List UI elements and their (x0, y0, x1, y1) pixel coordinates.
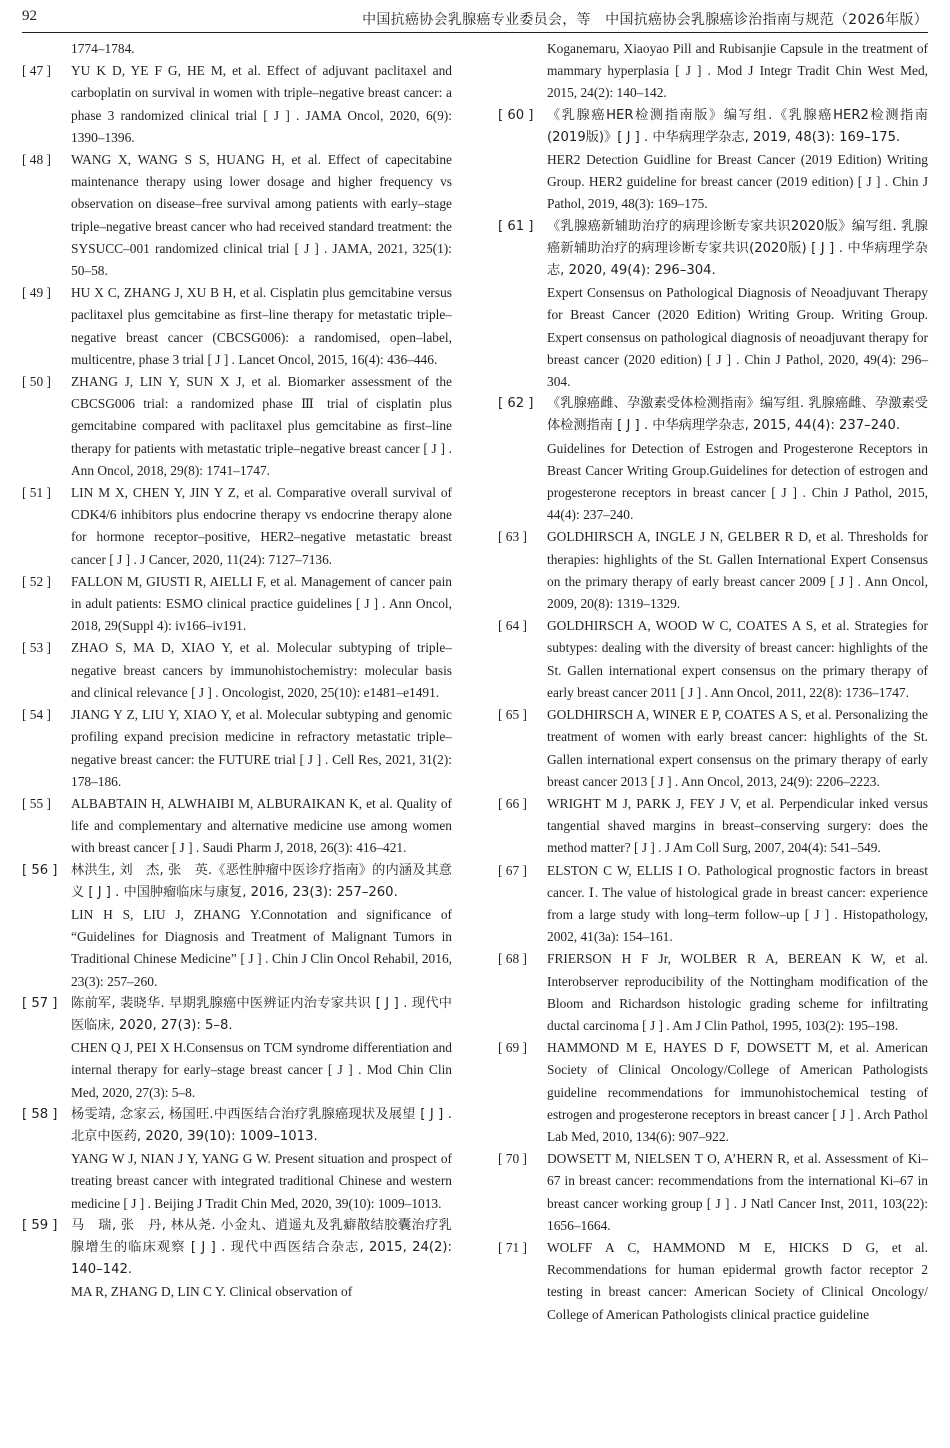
reference-number: [ 52 ] (22, 573, 52, 589)
reference-number: [ 70 ] (498, 1151, 528, 1167)
reference-entry (498, 1148, 928, 1237)
reference-number: [ 66 ] (498, 795, 528, 811)
reference-text: 《乳腺癌雌、孕激素受体检测指南》编写组. 乳腺癌雌、孕激素受体检测指南 [ J ] . 中华病理学杂志, 2015, 44(4): 237–240. (547, 396, 928, 434)
reference-entry (22, 993, 452, 1037)
reference-text: ZHANG J, LIN Y, SUN X J, et al. Biomarker assessment of the CBCSG006 trial: a randomized phase Ⅲ trial of cisplatin plus gemcitabine compared with paclitaxel plus gemcitabine as first–line therapy for patients with metastatic triple–negative breast cancer [ J ] . Ann Oncol, 2018, 29(8): 1741–1747. (71, 374, 452, 478)
reference-text: 杨雯靖, 念家云, 杨国旺.中西医结合治疗乳腺癌现状及展望 [ J ] . 北京中医药, 2020, 39(10): 1009–1013. (71, 1106, 452, 1144)
reference-number: [ 68 ] (498, 951, 528, 967)
reference-text: Guidelines for Detection of Estrogen and Progesterone Receptors in Breast Cancer Writing Group.Guidelines for detection of estrogen and progesterone receptors in breast cancer [ J ] . Chin J Pathol, 2015, 44(4): 237–240. (547, 440, 928, 523)
reference-text: 马 瑞, 张 丹, 林从尧. 小金丸、逍遥丸及乳癖散结胶囊治疗乳腺增生的临床观察 [ J ] . 现代中西医结合杂志, 2015, 24(2): 140–142. (71, 1217, 452, 1278)
reference-continuation (22, 904, 452, 993)
reference-number: [ 58 ] (22, 1106, 58, 1122)
reference-text: 《乳腺癌新辅助治疗的病理诊断专家共识2020版》编写组. 乳腺癌新辅助治疗的病理诊断专家共识(2020版) [ J ] . 中华病理学杂志, 2020, 49(4): 296–304. (547, 218, 928, 279)
reference-entry (22, 793, 452, 860)
reference-number: [ 69 ] (498, 1040, 528, 1056)
reference-entry (22, 571, 452, 638)
reference-text: WRIGHT M J, PARK J, FEY J V, et al. Perpendicular inked versus tangential shaved margins in breast–conserving surgery: does the method matter? [ J ] . J Am Coll Surg, 2007, 204(4): 541–549. (547, 795, 928, 856)
reference-continuation (22, 1148, 452, 1215)
reference-entry (498, 526, 928, 615)
reference-number: [ 50 ] (22, 374, 52, 390)
reference-text: HAMMOND M E, HAYES D F, DOWSETT M, et al. American Society of Clinical Oncology/College of American Pathologists guideline recommendations for immunohistochemical testing of estrogen and progesterone receptors in breast cancer [ J ] . Arch Pathol Lab Med, 2010, 134(6): 907–922. (547, 1040, 928, 1144)
reference-text: 林洪生, 刘 杰, 张 英.《恶性肿瘤中医诊疗指南》的内涵及其意义 [ J ] . 中国肿瘤临床与康复, 2016, 23(3): 257–260. (71, 862, 452, 900)
reference-text: 陈前军, 裴晓华. 早期乳腺癌中医辨证内治专家共识 [ J ] . 现代中医临床, 2020, 27(3): 5–8. (71, 995, 452, 1033)
reference-text: YANG W J, NIAN J Y, YANG G W. Present situation and prospect of treating breast cancer with integrated traditional Chinese and western medicine [ J ] . Beijing J Tradit Chin Med, 2020, 39(10): 1009–1013. (71, 1151, 452, 1211)
reference-entry (498, 1037, 928, 1148)
reference-number: [ 61 ] (498, 218, 534, 234)
reference-entry (22, 149, 452, 282)
reference-text: WANG X, WANG S S, HUANG H, et al. Effect of capecitabine maintenance therapy using lower dosage and higher frequency vs observation on disease–free survival among patients with early–stage triple–negative breast cancer who had received standard treatment: the SYSUCC–001 randomized clinical trial [ J ] . JAMA, 2021, 325(1): 50–58. (71, 152, 452, 279)
reference-number: [ 48 ] (22, 152, 52, 168)
reference-continuation (498, 438, 928, 527)
reference-entry (22, 704, 452, 793)
reference-number: [ 49 ] (22, 285, 52, 301)
reference-text: Expert Consensus on Pathological Diagnosis of Neoadjuvant Therapy for Breast Cancer (2020 Edition) Writing Group. Writing Group. Expert consensus on pathological diagnosis of neoadjuvant therapy for breast cancer (2020 edition) [ J ] . Chin J Pathol, 2020, 49(4): 296–304. (547, 285, 928, 390)
reference-entry (22, 482, 452, 571)
reference-number: [ 53 ] (22, 640, 52, 656)
reference-number: [ 59 ] (22, 1217, 58, 1233)
reference-text: WOLFF A C, HAMMOND M E, HICKS D G, et al. Recommendations for human epidermal growth factor receptor 2 testing in breast cancer: American Society of Clinical Oncology/ College of American Pathologists clinical practice guideline (547, 1239, 928, 1322)
reference-text: Koganemaru, Xiaoyao Pill and Rubisanjie Capsule in the treatment of mammary hyperplasia [ J ] . Mod J Integr Tradit Chin West Med, 2015, 24(2): 140–142. (547, 41, 928, 101)
reference-entry (498, 1237, 928, 1326)
reference-text: GOLDHIRSCH A, WOOD W C, COATES A S, et al. Strategies for subtypes: dealing with the diversity of breast cancer: highlights of the St. Gallen international expert consensus on the primary therapy of early breast cancer 2011 [ J ] . Ann Oncol, 2011, 22(8): 1736–1747. (547, 618, 928, 700)
reference-entry (498, 216, 928, 283)
reference-text: ELSTON C W, ELLIS I O. Pathological prognostic factors in breast cancer. Ⅰ. The value of histological grade in breast cancer: experience from a large study with long–term follow–up [ J ] . Histopathology, 2002, 41(3a): 154–161. (547, 862, 928, 945)
reference-number: [ 67 ] (498, 862, 528, 878)
reference-text: ALBABTAIN H, ALWHAIBI M, ALBURAIKAN K, et al. Quality of life and complementary and alternative medicine use among women with breast cancer [ J ] . Saudi Pharm J, 2018, 26(3): 416–421. (71, 795, 452, 856)
reference-text: FRIERSON H F Jr, WOLBER R A, BEREAN K W, et al. Interobserver reproducibility of the Nottingham modification of the Bloom and Richardson histologic grading scheme for infiltrating ductal carcinoma [ J ] . Am J Clin Pathol, 1995, 103(2): 195–198. (547, 951, 928, 1033)
reference-text: LIN M X, CHEN Y, JIN Y Z, et al. Comparative overall survival of CDK4/6 inhibitors plus endocrine therapy vs endocrine therapy alone for hormone receptor–positive, HER2–negative metastatic breast cancer [ J ] . J Cancer, 2020, 11(24): 7127–7136. (71, 485, 452, 567)
reference-entry (498, 393, 928, 437)
reference-text: 1774–1784. (71, 41, 135, 56)
reference-entry (22, 637, 452, 704)
reference-entry (498, 105, 928, 149)
reference-number: [ 54 ] (22, 707, 52, 723)
reference-continuation (498, 38, 928, 105)
reference-continuation (22, 1037, 452, 1104)
reference-text: CHEN Q J, PEI X H.Consensus on TCM syndrome differentiation and internal therapy for early–stage breast cancer [ J ] . Mod Chin Clin Med, 2020, 27(3): 5–8. (71, 1040, 452, 1100)
reference-number: [ 64 ] (498, 618, 528, 634)
reference-text: HU X C, ZHANG J, XU B H, et al. Cisplatin plus gemcitabine versus paclitaxel plus gemcitabine as first–line therapy for metastatic triple–negative breast cancer (CBCSG006): a randomised, open–label, multicentre, phase 3 trial [ J ] . Lancet Oncol, 2015, 16(4): 436–446. (71, 285, 452, 367)
reference-entry (498, 793, 928, 860)
reference-text: GOLDHIRSCH A, WINER E P, COATES A S, et al. Personalizing the treatment of women with early breast cancer: highlights of the St. Gallen international expert consensus on the primary therapy of early breast cancer 2013 [ J ] . Ann Oncol, 2013, 24(9): 2206–2223. (547, 707, 928, 789)
reference-entry (22, 1104, 452, 1148)
left-column (22, 38, 452, 1304)
reference-continuation (498, 282, 928, 393)
reference-entry (498, 948, 928, 1037)
reference-entry (498, 860, 928, 949)
right-column (498, 38, 928, 1326)
reference-number: [ 62 ] (498, 396, 534, 412)
reference-text: 《乳腺癌HER检测指南版》编写组.《乳腺癌HER2检测指南(2019版)》[ J ] . 中华病理学杂志, 2019, 48(3): 169–175. (547, 107, 928, 145)
reference-text: DOWSETT M, NIELSEN T O, A’HERN R, et al. Assessment of Ki–67 in breast cancer: recommendations from the international Ki–67 in breast cancer working group [ J ] . J Natl Cancer Inst, 2011, 103(22): 1656–1664. (547, 1151, 928, 1233)
reference-entry (22, 860, 452, 904)
reference-number: [ 60 ] (498, 107, 534, 123)
reference-number: [ 47 ] (22, 63, 52, 79)
reference-text: HER2 Detection Guidline for Breast Cancer (2019 Edition) Writing Group. HER2 guideline for breast cancer (2019 edition) [ J ] . Chin J Pathol, 2019, 48(3): 169–175. (547, 152, 928, 212)
reference-text: JIANG Y Z, LIU Y, XIAO Y, et al. Molecular subtyping and genomic profiling expand precision medicine in refractory metastatic triple–negative breast cancer: the FUTURE trial [ J ] . Cell Res, 2021, 31(2): 178–186. (71, 707, 452, 789)
reference-entry (22, 1215, 452, 1282)
reference-text: ZHAO S, MA D, XIAO Y, et al. Molecular subtyping of triple–negative breast cancers by immunohistochemistry: molecular basis and clinical relevance [ J ] . Oncologist, 2020, 25(10): e1481–e1491. (71, 640, 452, 700)
reference-number: [ 57 ] (22, 995, 58, 1011)
reference-entry (498, 615, 928, 704)
reference-number: [ 63 ] (498, 529, 528, 545)
reference-number: [ 55 ] (22, 795, 52, 811)
reference-text: LIN H S, LIU J, ZHANG Y.Connotation and significance of “Guidelines for Diagnosis and Treatment of Malignant Tumors in Traditional Chinese Medicine” [ J ] . Chin J Clin Oncol Rehabil, 2016, 23(3): 257–260. (71, 906, 452, 989)
reference-text: MA R, ZHANG D, LIN C Y. Clinical observation of (71, 1284, 353, 1300)
reference-entry (22, 60, 452, 149)
running-header (22, 6, 928, 33)
reference-entry (498, 704, 928, 793)
reference-entry (22, 371, 452, 482)
reference-text: GOLDHIRSCH A, INGLE J N, GELBER R D, et al. Thresholds for therapies: highlights of the St. Gallen International Expert Consensus on the primary therapy of early breast cancer 2009 [ J ] . Ann Oncol, 2009, 20(8): 1319–1329. (547, 529, 928, 612)
reference-entry (22, 282, 452, 371)
running-title: 中国抗癌协会乳腺癌专业委员会，等 中国抗癌协会乳腺癌诊治指南与规范（2026年版） (362, 12, 928, 28)
reference-number: [ 71 ] (498, 1239, 528, 1255)
reference-continuation (22, 38, 452, 60)
reference-number: [ 51 ] (22, 485, 52, 501)
reference-continuation (498, 149, 928, 216)
reference-text: YU K D, YE F G, HE M, et al. Effect of adjuvant paclitaxel and carboplatin on survival in women with triple–negative breast cancer: a phase 3 randomized clinical trial [ J ] . JAMA Oncol, 2020, 6(9): 1390–1396. (71, 63, 452, 145)
page-number: 92 (22, 8, 37, 24)
reference-continuation (22, 1281, 452, 1303)
reference-number: [ 56 ] (22, 862, 58, 878)
reference-number: [ 65 ] (498, 707, 528, 723)
reference-text: FALLON M, GIUSTI R, AIELLI F, et al. Management of cancer pain in adult patients: ESMO clinical practice guidelines [ J ] . Ann Oncol, 2018, 29(Suppl 4): iv166–iv191. (71, 573, 452, 634)
